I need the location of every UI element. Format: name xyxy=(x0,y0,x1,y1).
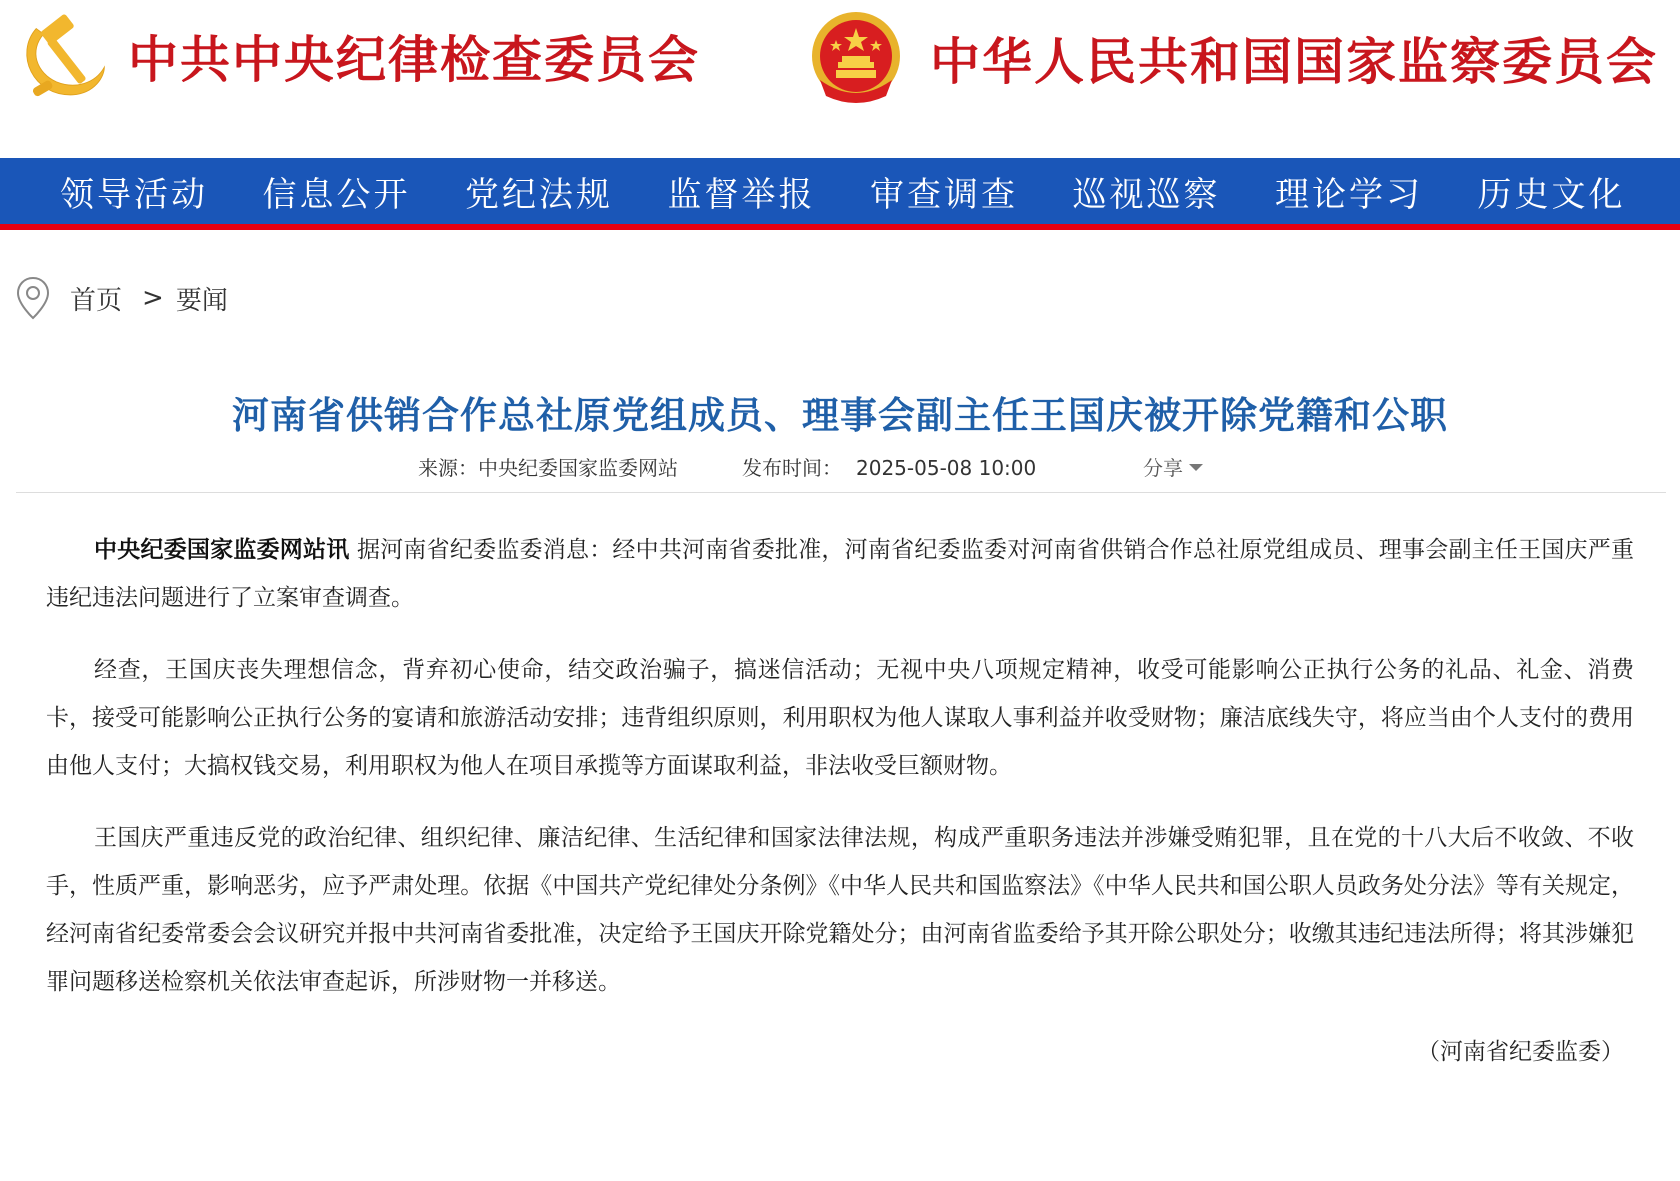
ccdi-brand[interactable] xyxy=(16,12,700,108)
nsc-brand[interactable] xyxy=(806,10,1658,114)
nav-item-theory[interactable]: 理论学习 xyxy=(1275,174,1423,215)
nav-item-history[interactable]: 历史文化 xyxy=(1477,174,1626,215)
location-pin-icon xyxy=(16,276,50,320)
breadcrumb-home-link[interactable]: 首页 xyxy=(70,285,123,316)
article-paragraph xyxy=(46,526,1634,622)
main-nav xyxy=(0,158,1680,230)
article-lead: 中央纪委国家监委网站讯 xyxy=(94,537,350,563)
caret-down-icon xyxy=(1189,464,1203,471)
article-meta xyxy=(0,452,1680,482)
ccdi-title: 中共中央纪律检查委员会 xyxy=(128,30,700,89)
article-paragraph-text: 据河南省纪委监委消息：经中共河南省委批准，河南省纪委监委对河南省供销合作总社原党组成员、理事会副主任王国庆严重违纪违法问题进行了立案审查调查。 xyxy=(46,537,1635,611)
article-paragraph: 王国庆严重违反党的政治纪律、组织纪律、廉洁纪律、生活纪律和国家法律法规，构成严重职务违法并涉嫌受贿犯罪，且在党的十八大后不收敛、不收手，性质严重，影响恶劣，应予严肃处理。依据《中国共产党纪律处分条例》《中华人民共和国监察法》《中华人民共和国公职人员政务处分法》等有关规定，经河南省纪委常委会会议研究并报中共河南省委批准，决定给予王国庆开除党籍处分；由河南省监委给予其开除公职处分；收缴其违纪违法所得；将其涉嫌犯罪问题移送检察机关依法审查起诉，所涉财物一并移送。 xyxy=(46,825,1634,995)
breadcrumb xyxy=(16,276,228,320)
article-signoff: （河南省纪委监委） xyxy=(1417,1039,1624,1065)
nav-item-investigation[interactable]: 审查调查 xyxy=(870,174,1018,215)
article-time-label: 发布时间： xyxy=(742,456,842,480)
share-button[interactable] xyxy=(1143,452,1203,481)
article-source: 来源：中央纪委国家监委网站 xyxy=(418,456,678,480)
nav-item-report[interactable]: 监督举报 xyxy=(667,174,816,215)
article-paragraph: 经查，王国庆丧失理想信念，背弃初心使命，结交政治骗子，搞迷信活动；无视中央八项规定精神，收受可能影响公正执行公务的礼品、礼金、消费卡，接受可能影响公正执行公务的宴请和旅游活动安排；违背组织原则，利用职权为他人谋取人事利益并收受财物；廉洁底线失守，将应当由个人支付的费用由他人支付；大搞权钱交易，利用职权为他人在项目承揽等方面谋取利益，非法收受巨额财物。 xyxy=(46,657,1634,779)
main-nav-list xyxy=(0,158,1680,224)
breadcrumb-current[interactable]: 要闻 xyxy=(175,285,228,316)
article-time-value: 2025-05-08 10:00 xyxy=(856,456,1037,480)
article-time xyxy=(742,452,1036,481)
site-header xyxy=(0,0,1680,158)
breadcrumb-separator: > xyxy=(142,283,164,313)
article-title: 河南省供销合作总社原党组成员、理事会副主任王国庆被开除党籍和公职 xyxy=(232,393,1448,437)
nav-item-disclosure[interactable]: 信息公开 xyxy=(262,174,411,215)
article-body xyxy=(46,526,1634,1030)
nsc-title: 中华人民共和国国家监察委员会 xyxy=(930,32,1658,91)
nav-item-inspection[interactable]: 巡视巡察 xyxy=(1072,174,1221,215)
nav-item-regulations[interactable]: 党纪法规 xyxy=(465,174,613,215)
party-emblem-icon xyxy=(16,12,108,108)
national-emblem-icon xyxy=(806,10,906,114)
share-label: 分享 xyxy=(1143,456,1183,480)
meta-divider xyxy=(16,492,1666,493)
nav-item-leadership[interactable]: 领导活动 xyxy=(60,174,208,215)
